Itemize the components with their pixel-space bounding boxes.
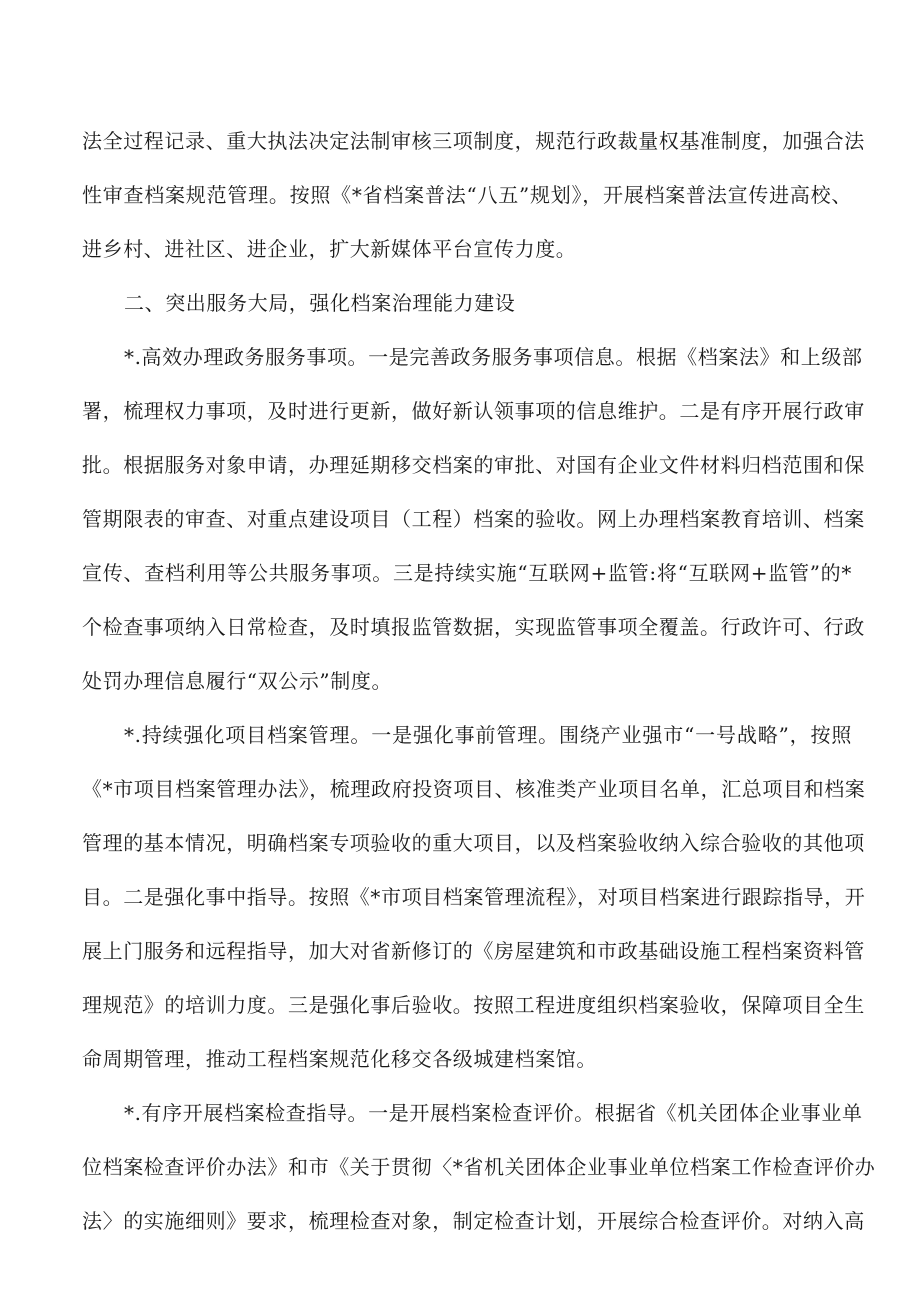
body-text-line: 管理的基本情况，明确档案专项验收的重大项目，以及档案验收纳入综合验收的其他项 xyxy=(82,831,865,855)
body-text-line: 管期限表的审查、对重点建设项目（工程）档案的验收。网上办理档案教育培训、档案 xyxy=(82,507,865,531)
body-text-line: 进乡村、进社区、进企业，扩大新媒体平台宣传力度。 xyxy=(82,237,577,261)
body-text-line: *.持续强化项目档案管理。一是强化事前管理。围绕产业强市“一号战略”，按照 xyxy=(124,723,852,747)
body-text-line: 法〉的实施细则》要求，梳理检查对象，制定检查计划，开展综合检查评价。对纳入高 xyxy=(82,1209,865,1233)
body-text-line: 法全过程记录、重大执法决定法制审核三项制度，规范行政裁量权基准制度，加强合法 xyxy=(82,129,865,153)
body-text-line: 位档案检查评价办法》和市《关于贯彻〈*省机关团体企业事业单位档案工作检查评价办 xyxy=(82,1155,876,1179)
body-text-line: 目。二是强化事中指导。按照《*市项目档案管理流程》，对项目档案进行跟踪指导，开 xyxy=(82,885,866,909)
body-text-line: 《*市项目档案管理办法》，梳理政府投资项目、核准类产业项目名单，汇总项目和档案 xyxy=(82,777,866,801)
section-heading: 二、突出服务大局，强化档案治理能力建设 xyxy=(124,291,516,315)
body-text-line: 命周期管理，推动工程档案规范化移交各级城建档案馆。 xyxy=(82,1047,597,1071)
body-text-line: 性审查档案规范管理。按照《*省档案普法“八五”规划》，开展档案普法宣传进高校、 xyxy=(82,183,852,207)
body-text-line: 宣传、查档利用等公共服务事项。三是持续实施“互联网+监管:将“互联网+监管”的* xyxy=(82,561,852,585)
body-text-line: 署，梳理权力事项，及时进行更新，做好新认领事项的信息维护。二是有序开展行政审 xyxy=(82,399,865,423)
body-text-line: 批。根据服务对象申请，办理延期移交档案的审批、对国有企业文件材料归档范围和保 xyxy=(82,453,865,477)
body-text-line: 展上门服务和远程指导，加大对省新修订的《房屋建筑和市政基础设施工程档案资料管 xyxy=(82,939,865,963)
body-text-line: 理规范》的培训力度。三是强化事后验收。按照工程进度组织档案验收，保障项目全生 xyxy=(82,993,865,1017)
body-text-line: *.高效办理政务服务事项。一是完善政务服务事项信息。根据《档案法》和上级部 xyxy=(124,345,863,369)
body-text-line: 处罚办理信息履行“双公示”制度。 xyxy=(82,669,393,693)
body-text-line: 个检查事项纳入日常检查，及时填报监管数据，实现监管事项全覆盖。行政许可、行政 xyxy=(82,615,865,639)
body-text-line: *.有序开展档案检查指导。一是开展档案检查评价。根据省《机关团体企业事业单 xyxy=(124,1101,863,1125)
